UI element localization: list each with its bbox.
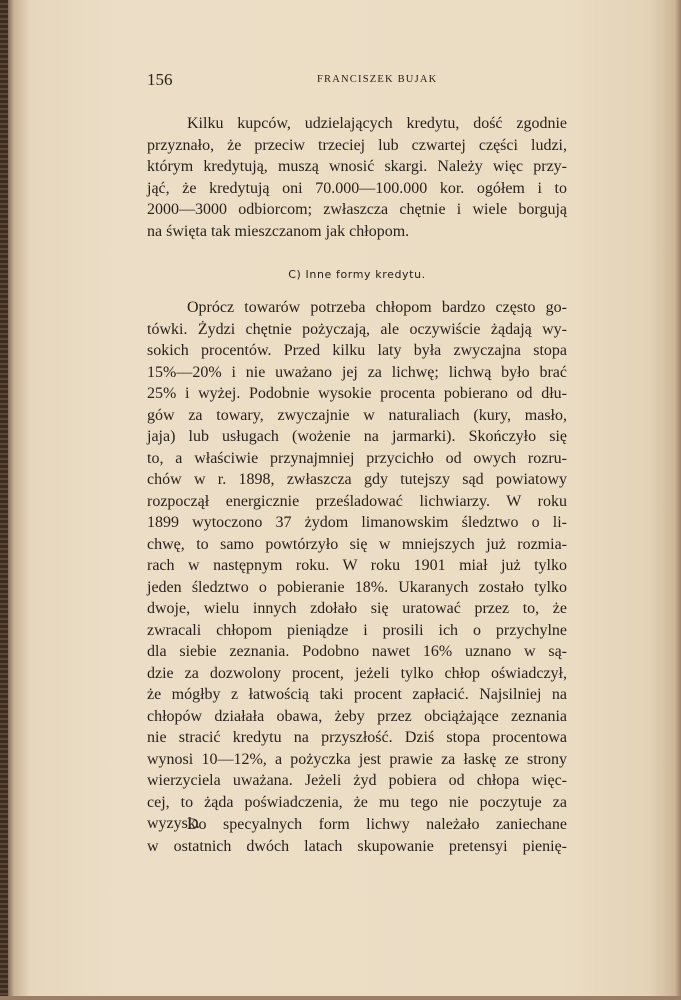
text-line: sokich procentów. Przed kilku laty była zwyczajna stopa	[147, 342, 567, 359]
text-line: chwę, to samo powtórzyło się w mniejszych już rozmia-	[147, 535, 567, 553]
text-line: Oprócz towarów potrzeba chłopom bardzo często go-	[187, 299, 567, 316]
page-header	[147, 70, 567, 94]
text-line: rozpoczął energicznie prześladować lichwiarzy. W roku	[147, 492, 567, 510]
paragraph-2	[147, 297, 567, 835]
text-line: dwoje, wielu innych zdołało się uratować przez to, że	[147, 600, 567, 617]
text-line: Do specyalnych form lichwy należało zaniechane	[187, 816, 567, 833]
text-line: jeden śledztwo o pobieranie 18%. Ukaranych zostało tylko	[147, 578, 567, 596]
text-line: nie stracić kredytu na przyszłość. Dziś stopa procentowa	[147, 729, 567, 746]
text-line: 2000—3000 odbiorcom; zwłaszcza chętnie i wiele borgują	[147, 201, 567, 218]
text-line: wynosi 10—12%, a pożyczka jest prawie za łaskę ze strony	[147, 750, 567, 768]
text-line: jaja) lub usługach (wożenie na jarmarki). Skończyło się	[147, 428, 567, 445]
text-line: chłopów działała obawa, żeby przez obciążające zeznania	[147, 707, 567, 725]
page-bottom-edge	[0, 996, 681, 1000]
text-line: to, a właściwie przynajmniej przycichło od owych rozru-	[147, 449, 567, 467]
text-line: którym kredytują, muszą wnosić skargi. Należy więc przy-	[147, 158, 567, 175]
text-line: rach w następnym roku. W roku 1901 miał już tylko	[147, 557, 567, 574]
section-heading: C) Inne formy kredytu.	[288, 268, 426, 281]
text-line: cej, to żąda poświadczenia, że mu tego nie poczytuje za	[147, 793, 567, 811]
text-line: gów za towary, zwyczajnie w naturaliach (kury, masło,	[147, 406, 567, 424]
text-line: dla siebie zeznania. Podobno nawet 16% uznano w są-	[147, 643, 567, 660]
text-line: 15%—20% i nie uważano jej za lichwę; lichwą było brać	[147, 363, 567, 381]
text-line: wierzyciela uważana. Jeżeli żyd pobiera od chłopa więc-	[147, 772, 567, 789]
text-line: na święta tak mieszczanom jak chłopom.	[147, 222, 410, 240]
text-line: Kilku kupców, udzielających kredytu, dość zgodnie	[187, 115, 567, 132]
paragraph-1	[147, 113, 567, 242]
text-line: 25% i wyżej. Podobnie wysokie procenta pobierano od dłu-	[147, 385, 567, 402]
page-number: 156	[147, 70, 173, 89]
text-line: chów w r. 1898, zwłaszcza gdy tutejszy sąd powiatowy	[147, 471, 567, 488]
paragraph-3	[147, 814, 567, 857]
text-line: jąć, że kredytują oni 70.000—100.000 kor. ogółem i to	[147, 179, 567, 197]
text-line: zwracali chłopom pieniądze i prosili ich o przychylne	[147, 621, 567, 639]
text-line: dzie za dozwolony procent, jeżeli tylko chłop oświadczył,	[147, 664, 567, 682]
text-line: wyzysk.	[147, 815, 200, 832]
text-line: przyznało, że przeciw trzeciej lub czwartej części ludzi,	[147, 136, 567, 154]
text-line: tówki. Żydzi chętnie pożyczają, ale oczywiście żądają wy-	[147, 320, 567, 338]
text-line: że mógłby z łatwością taki procent zapłacić. Najsilniej na	[147, 686, 567, 703]
text-line: w ostatnich dwóch latach skupowanie pretensyi pienię-	[147, 837, 567, 855]
running-head: FRANCISZEK BUJAK	[317, 74, 438, 85]
text-line: 1899 wytoczono 37 żydom limanowskim śledztwo o li-	[147, 514, 567, 531]
book-spine	[0, 0, 8, 1000]
